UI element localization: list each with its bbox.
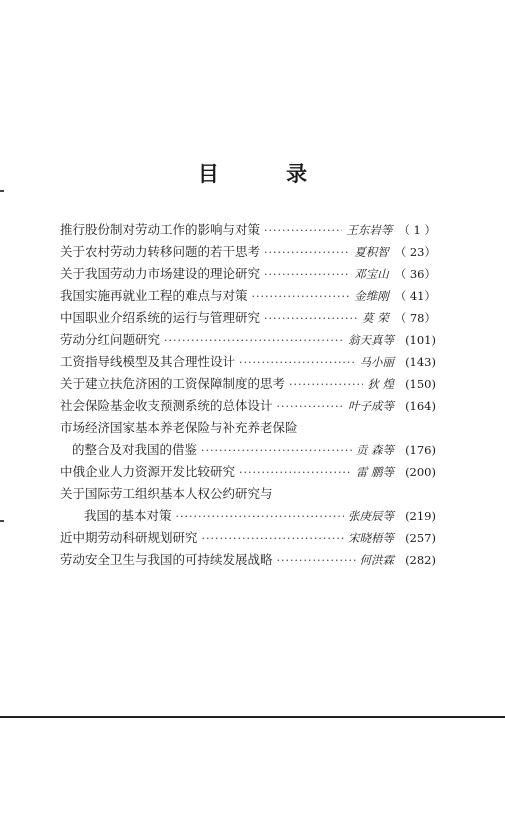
toc-entry-page: （ 41） [394,289,436,303]
leader-dots [239,466,352,479]
toc-entry-page: (200) [405,465,436,479]
toc-entry-author: 何洪霖 [359,553,394,567]
leader-dots [164,334,344,347]
leader-dots [239,356,355,369]
toc-entry-title: 我国实施再就业工程的难点与对策 [60,288,248,303]
toc-entry-page: (164) [405,399,436,413]
toc-entry[interactable] [60,264,436,286]
toc-entry-page: (219) [405,509,436,523]
toc-entry-author: 莫 荣 [362,311,389,325]
scan-edge-mark [0,520,4,522]
leader-dots [264,268,350,281]
toc-entry-title-line1: 关于国际劳工组织基本人权公约研究与 [60,486,273,501]
toc-entry-author: 张庚辰等 [348,509,394,523]
toc-entry-author: 邓宝山 [354,267,389,281]
toc-entry[interactable] [60,396,436,418]
toc-entry[interactable] [60,528,436,550]
toc-entry[interactable] [60,440,436,462]
toc-entry-author: 宋晓梧等 [348,531,394,545]
leader-dots [201,444,352,457]
scan-edge-mark [0,190,4,192]
toc-entry-title: 推行股份制对劳动工作的影响与对策 [60,222,261,237]
toc-entry-page: (176) [405,443,436,457]
toc-entry-title: 中国职业介绍系统的运行与管理研究 [60,310,261,325]
toc-entry-title: 工资指导线模型及其合理性设计 [60,354,236,369]
leader-dots [176,510,344,523]
page-title: 目 录 [197,162,338,186]
toc-entry-author: 狄 煌 [367,377,394,391]
toc-entry-title: 社会保险基金收支预测系统的总体设计 [60,398,273,413]
toc-entry-author: 叶子成等 [348,399,394,413]
toc-entry-page: （ 1 ） [398,223,436,237]
toc-entry-author: 夏积智 [354,245,389,259]
footer-rule [0,716,505,718]
toc-entry-page: (143) [405,355,436,369]
toc-entry-author: 贡 森等 [355,443,394,457]
leader-dots [252,290,351,303]
leader-dots [277,554,356,567]
toc-entry-title: 关于农村劳动力转移问题的若干思考 [60,244,261,259]
toc-entry[interactable] [60,220,436,242]
leader-dots [277,400,344,413]
leader-dots [264,246,350,259]
toc-entry-page: （ 78） [394,311,436,325]
toc-entry-title-line1: 市场经济国家基本养老保险与补充养老保险 [60,420,298,435]
toc-entry[interactable] [60,242,436,264]
toc-entry-page: （ 23） [394,245,436,259]
toc-entry-page: (257) [405,531,436,545]
table-of-contents [60,220,436,572]
toc-entry-page: (282) [405,553,436,567]
toc-entry-title: 关于建立扶危济困的工资保障制度的思考 [60,376,286,391]
toc-entry-author: 金维刚 [354,289,389,303]
toc-entry-author: 翁天真等 [348,333,394,347]
toc-entry-author: 雷 鹏等 [355,465,394,479]
toc-entry-title: 劳动分红问题研究 [60,332,161,347]
toc-entry-title: 我国的基本对策 [84,508,172,523]
toc-entry-title: 近中期劳动科研规划研究 [60,530,198,545]
leader-dots [202,532,344,545]
toc-entry-title: 中俄企业人力资源开发比较研究 [60,464,236,479]
toc-entry[interactable] [60,308,436,330]
toc-entry-title: 的整合及对我国的借鉴 [72,442,198,457]
toc-entry[interactable] [60,352,436,374]
leader-dots [289,378,363,391]
toc-entry-author: 马小丽 [359,355,394,369]
toc-entry-page: (150) [405,377,436,391]
toc-entry[interactable] [60,506,436,528]
leader-dots [264,224,342,237]
toc-entry[interactable] [60,286,436,308]
toc-entry[interactable] [60,374,436,396]
toc-entry-page: （ 36） [394,267,436,281]
toc-entry-author: 王东岩等 [346,223,393,237]
toc-entry[interactable] [60,550,436,572]
toc-entry[interactable] [60,330,436,352]
toc-entry[interactable] [60,462,436,484]
leader-dots [264,312,358,325]
toc-entry-page: (101) [405,333,436,347]
toc-entry-title: 关于我国劳动力市场建设的理论研究 [60,266,261,281]
toc-entry-title: 劳动安全卫生与我国的可持续发展战略 [60,552,273,567]
